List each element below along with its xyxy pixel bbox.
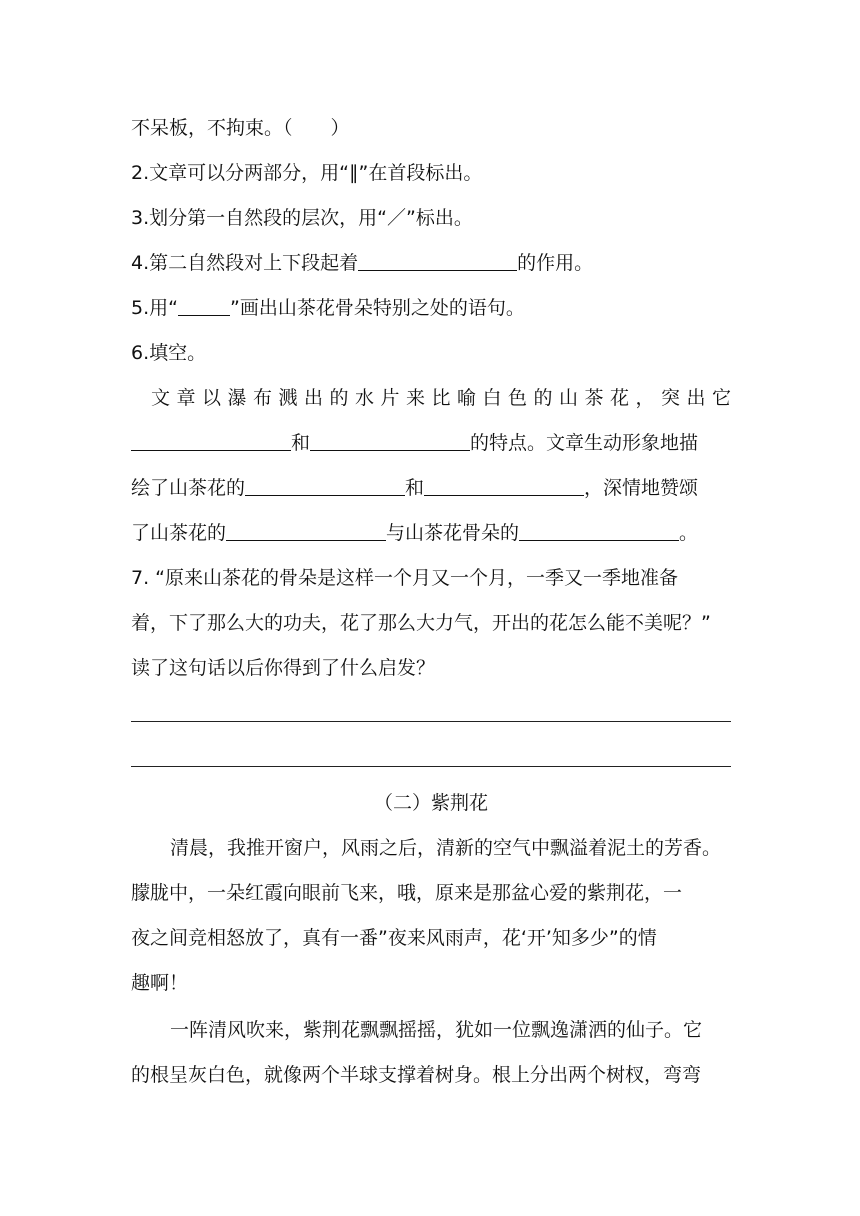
- question-6: 6.填空。: [131, 342, 207, 364]
- answer-blank[interactable]: [245, 477, 405, 496]
- question-3: 3.划分第一自然段的层次，用“／”标出。: [131, 207, 473, 229]
- answer-blank[interactable]: [226, 522, 386, 541]
- question-4: [131, 251, 731, 275]
- question-7-line-2: 着，下了那么大的功夫，花了那么大力气，开出的花怎么能不美呢？”: [131, 612, 711, 634]
- answer-line-1[interactable]: [131, 721, 731, 722]
- underline-sample: [178, 297, 230, 316]
- question-5-text: 5.用“: [131, 297, 178, 319]
- answer-blank[interactable]: [424, 477, 584, 496]
- fill-text: 的特点。文章生动形象地描: [470, 432, 699, 454]
- answer-blank[interactable]: [131, 432, 291, 451]
- paragraph-2-line-1: 一阵清风吹来，紫荆花飘飘摇摇，犹如一位飘逸潇洒的仙子。它: [170, 1019, 703, 1041]
- question-4-text-end: 的作用。: [517, 252, 594, 274]
- paragraph-1-line-1: 清晨，我推开窗户，风雨之后，清新的空气中飘溢着泥土的芳香。: [170, 837, 722, 859]
- paragraph-2-line-2: 的根呈灰白色，就像两个半球支撑着树身。根上分出两个树杈，弯弯: [131, 1064, 702, 1086]
- section-title: （二）紫荆花: [373, 792, 488, 814]
- paragraph-1-line-2: 朦胧中，一朵红霞向眼前飞来，哦，原来是那盆心爱的紫荆花，一: [131, 882, 683, 904]
- fill-line-2: [131, 431, 731, 455]
- fill-line-1: 文章以瀑布溅出的水片来比喻白色的山茶花，突出它: [151, 387, 731, 409]
- fill-line-4: [131, 521, 731, 545]
- fill-text: 了山茶花的: [131, 522, 227, 544]
- fill-text: ，深情地赞颂: [584, 477, 699, 499]
- fill-line-3: [131, 476, 731, 500]
- question-1-tail: 不呆板，不拘束。（ ）: [131, 117, 350, 139]
- paragraph-1-line-4: 趣啊！: [131, 972, 189, 994]
- question-7-line-1: 7. “原来山茶花的骨朵是这样一个月又一个月，一季又一季地准备: [131, 567, 679, 589]
- question-5-text-end: ”画出山茶花骨朵特别之处的语句。: [229, 297, 525, 319]
- answer-blank[interactable]: [519, 522, 679, 541]
- question-2: 2.文章可以分两部分，用“∥”在首段标出。: [131, 162, 483, 184]
- question-5: [131, 296, 731, 320]
- question-7-line-3: 读了这句话以后你得到了什么启发？: [131, 657, 436, 679]
- question-4-text: 4.第二自然段对上下段起着: [131, 252, 359, 274]
- answer-blank[interactable]: [310, 432, 470, 451]
- fill-text: 与山茶花骨朵的: [386, 522, 520, 544]
- fill-text: 绘了山茶花的: [131, 477, 246, 499]
- paragraph-1-line-3: 夜之间竞相怒放了，真有一番”夜来风雨声，花‘开’知多少”的情: [131, 927, 657, 949]
- fill-text: 和: [405, 477, 425, 499]
- fill-text: 。: [679, 522, 699, 544]
- answer-blank[interactable]: [358, 252, 517, 271]
- fill-text: 和: [291, 432, 311, 454]
- answer-line-2[interactable]: [131, 766, 731, 767]
